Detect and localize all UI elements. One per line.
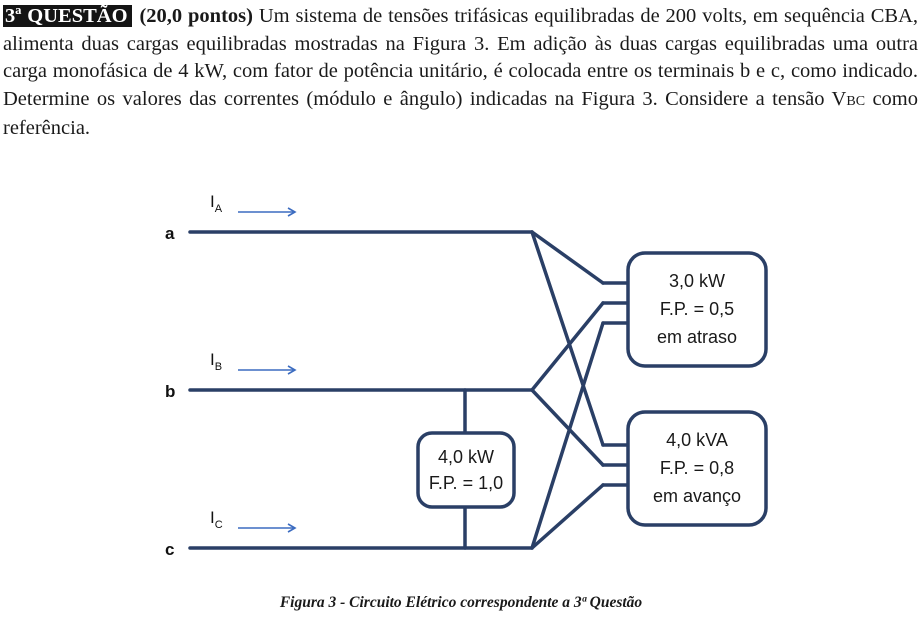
current-arrow-c [238, 524, 295, 532]
question-points: (20,0 pontos) [139, 5, 253, 27]
load-single-power: 4,0 kW [437, 447, 495, 467]
load-top-power: 3,0 kW [668, 271, 726, 291]
current-label-b: $I_B$ [210, 350, 223, 373]
current-arrow-b [238, 366, 295, 374]
load-top-type: em atraso [656, 327, 738, 347]
terminal-c-label: c [165, 540, 175, 559]
current-label-a: $I_A$ [210, 192, 223, 215]
figure-caption: Figura 3 - Circuito Elétrico correspondente a 3ª Questão [279, 594, 643, 611]
question-number: 3ª QUESTÃO [3, 5, 132, 27]
terminal-b-label: b [165, 382, 176, 401]
wire-b-top [532, 303, 603, 390]
wire-b-bottom [532, 390, 603, 465]
load-box-single [418, 433, 514, 507]
load-single-pf: F.P. = 1,0 [428, 473, 504, 493]
question-body: Um sistema de tensões trifásicas equilibradas de 200 volts, em sequência CBA, alimenta duas cargas equilibradas mostradas na Figura 3. Em adição às duas cargas equilibradas uma outra carga monofásica de 4 kW, com fator de potência unitário, é colocada entre os terminais b e c, como indicado. Determine os valores das correntes (módulo e ângulo) indicadas na Figura 3. Considere a tensão V [3, 5, 918, 110]
question-body-end: como referência. [3, 87, 918, 139]
load-bottom-pf: F.P. = 0,8 [659, 458, 735, 478]
load-top-pf: F.P. = 0,5 [659, 299, 735, 319]
wire-a-top [532, 232, 603, 283]
load-bottom-power: 4,0 kVA [666, 430, 728, 450]
current-arrow-a [238, 208, 295, 216]
wire-a-bottom [532, 232, 603, 445]
load-bottom-type: em avanço [652, 486, 742, 506]
current-label-c: $I_C$ [210, 508, 223, 531]
terminal-a-label: a [165, 224, 175, 243]
reference-subscript: BC [846, 93, 866, 109]
